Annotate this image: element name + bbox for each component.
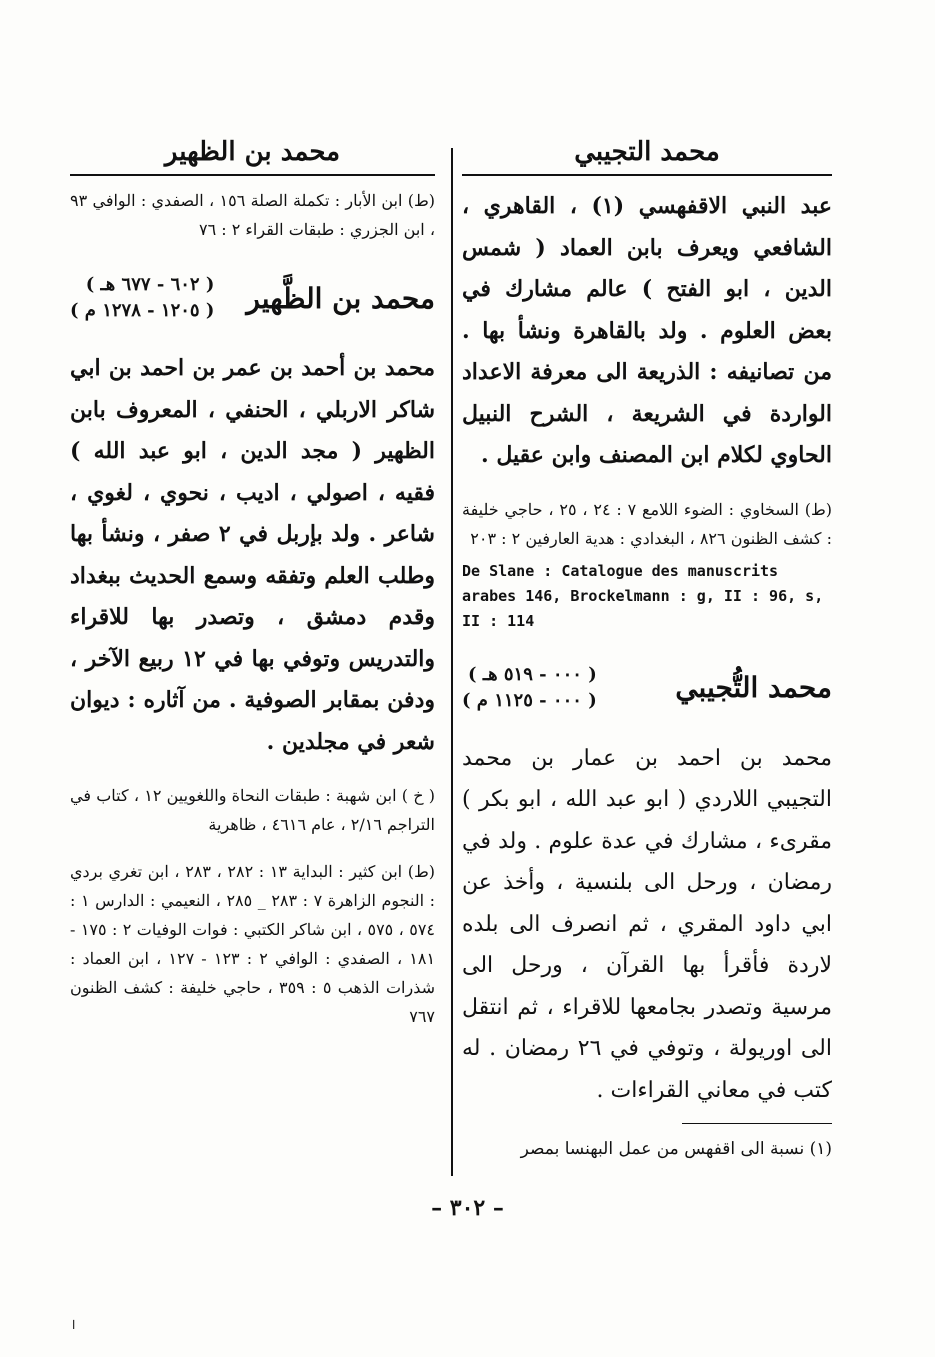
entry-text: محمد بن احمد بن عمار بن محمد التجيبي اللاردي ( ابو عبد الله ، ابو بكر ) مقرىء ، مشارك في عدة علوم . ولد في رمضان ، ورحل الى بلنسية ، وأخذ عن ابي داود المقري ، ثم انصرف الى بلده لاردة فأقرأ بها القرآن ، ورحل الى مرسية وتصدر بجامعها للاقراء ، ثم انتقل الى اوريولة ، وتوفي في ٢٦ رمضان . له كتب في معاني القراءات . [462, 745, 832, 1103]
margin-mark: ا [72, 1318, 76, 1332]
header-rule [70, 174, 435, 176]
entry-dates [462, 662, 597, 714]
footnote: (١) نسبة الى اقفهس من عمل البهنسا بمصر [520, 1139, 832, 1159]
entry-dates [70, 272, 214, 324]
page-number: – ٣٠٢ – [431, 1195, 504, 1221]
printed-references: (ط) ابن كثير : البداية ١٣ : ٢٨٢ ، ٢٨٣ ، ابن تغري بردي : النجوم الزاهرة ٧ : ٢٨٣ _ ٢٨٥ ، النعيمي : الدارس ١ : ٥٧٤ ، ٥٧٥ ، ابن شاكر الكتبي : فوات الوفيات ٢ : ١٧٥ - ١٨١ ، الصفدي : الوافي ٢ : ١٢٣ - ١٢٧ ، ابن العماد : شذرات الذهب ٥ : ٣٥٩ ، حاجي خليفة : كشف الظنون ٧٦٧ [70, 862, 436, 1026]
references-block: (ط) السخاوي : الضوء اللامع ٧ : ٢٤ ، ٢٥ ، حاجي خليفة : كشف الظنون ٨٢٦ ، البغدادي : هدية العارفين ٢ : ٢٠٣ [462, 499, 833, 548]
dates-hijri: ( ٦٠٢ - ٦٧٧ هـ ) [85, 274, 215, 295]
manuscript-references: ( خ ) ابن شهبة : طبقات النحاة واللغويين ١٢ ، كتاب في التراجم ٢/١٦ ، عام ٤٦١٦ ، ظاهرية [70, 786, 436, 834]
entry-text: محمد بن أحمد بن عمر بن احمد بن ابي شاكر الاربلي ، الحنفي ، المعروف بابن الظهير ( مجد الدين ، ابو عبد الله ) فقيه ، اصولي ، اديب ، نحوي ، لغوي ، شاعر . ولد بإربل في ٢ صفر ، ونشأ بها وطلب العلم وتفقه وسمع الحديث ببغداد وقدم دمشق ، وتصدر بها للاقراء والتدريس وتوفي بها في ١٢ ربيع الآخر ، ودفن بمقابر الصوفية . من آثاره : ديوان شعر في مجلدين . [70, 355, 436, 755]
latin-references: De Slane : Catalogue des manuscrits arabes 146, Brockelmann : g, II : 96, s, II : 114 [462, 561, 824, 630]
entry-heading [70, 272, 435, 324]
entry-name: محمد بن الظَّهير [246, 281, 435, 315]
dates-gregorian: ( ١٢٠٥ - ١٢٧٨ م ) [70, 300, 215, 321]
column-divider [451, 148, 453, 1176]
entry-name: محمد التُّجيبي [675, 671, 832, 704]
footnote-rule [682, 1123, 832, 1124]
running-header-left: محمد بن الظهير [164, 137, 341, 167]
right-column [462, 130, 832, 1164]
running-header-right: محمد التجيبي [574, 137, 720, 167]
dates-hijri: ( ٠٠٠ - ٥١٩ هـ ) [468, 663, 597, 685]
left-column [70, 130, 435, 1031]
references-block: (ط) ابن الأبار : تكملة الصلة ١٥٦ ، الصفدي : الوافي ٩٣ ، ابن الجزري : طبقات القراء ٢ : ٧٦ [70, 191, 436, 239]
header-rule [462, 174, 832, 176]
continued-entry-text: عبد النبي الاقفهسي (١) ، القاهري ، الشافعي ويعرف بابن العماد ( شمس الدين ، ابو الفتح ) عالم مشارك في بعض العلوم . ولد بالقاهرة ونشأ بها . من تصانيفه : الذريعة الى معرفة الاعداد الواردة في الشريعة ، الشرح النبيل الحاوي لكلام ابن المصنف وابن عقيل . [462, 193, 832, 468]
entry-heading [462, 662, 832, 714]
dates-gregorian: ( ٠٠٠ - ١١٢٥ م ) [462, 689, 597, 711]
